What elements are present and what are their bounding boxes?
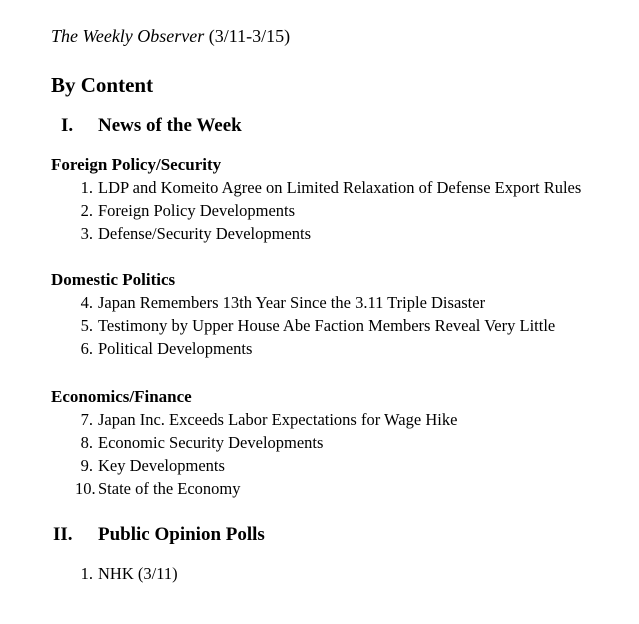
item-link[interactable]: Political Developments xyxy=(98,339,253,358)
part-numeral: I. xyxy=(61,115,74,136)
section-label-domestic-politics: Domestic Politics xyxy=(51,270,176,289)
item-link[interactable]: Foreign Policy Developments xyxy=(98,201,296,220)
section-label-foreign-policy: Foreign Policy/Security xyxy=(51,155,222,174)
item-link[interactable]: Defense/Security Developments xyxy=(98,224,312,243)
item-link[interactable]: State of the Economy xyxy=(98,479,241,498)
page-heading: By Content xyxy=(51,73,154,97)
item-number: 6. xyxy=(80,339,93,358)
item-link[interactable]: Economic Security Developments xyxy=(98,433,324,452)
item-number: 4. xyxy=(80,293,93,312)
item-number: 2. xyxy=(80,201,93,220)
item-link[interactable]: Japan Inc. Exceeds Labor Expectations for Wage Hike xyxy=(98,410,458,429)
item-link[interactable]: Key Developments xyxy=(98,456,225,475)
item-number: 5. xyxy=(80,316,93,335)
item-link[interactable]: Japan Remembers 13th Year Since the 3.11 Triple Disaster xyxy=(98,293,486,312)
item-link[interactable]: NHK (3/11) xyxy=(98,564,178,583)
item-number: 8. xyxy=(80,433,93,452)
item-number: 10. xyxy=(75,479,96,498)
item-number: 1. xyxy=(80,564,93,583)
part-title: Public Opinion Polls xyxy=(98,524,265,545)
publication-name: The Weekly Observer xyxy=(51,26,205,46)
item-number: 3. xyxy=(80,224,93,243)
date-range: (3/11-3/15) xyxy=(208,26,291,46)
item-number: 9. xyxy=(80,456,93,475)
item-link[interactable]: LDP and Komeito Agree on Limited Relaxation of Defense Export Rules xyxy=(98,178,582,197)
item-number: 7. xyxy=(80,410,93,429)
item-link[interactable]: Testimony by Upper House Abe Faction Members Reveal Very Little xyxy=(98,316,556,335)
part-numeral: II. xyxy=(53,524,73,545)
document-title xyxy=(51,25,290,47)
part-title: News of the Week xyxy=(98,115,242,136)
section-label-economics-finance: Economics/Finance xyxy=(51,387,192,406)
item-number: 1. xyxy=(80,178,93,197)
